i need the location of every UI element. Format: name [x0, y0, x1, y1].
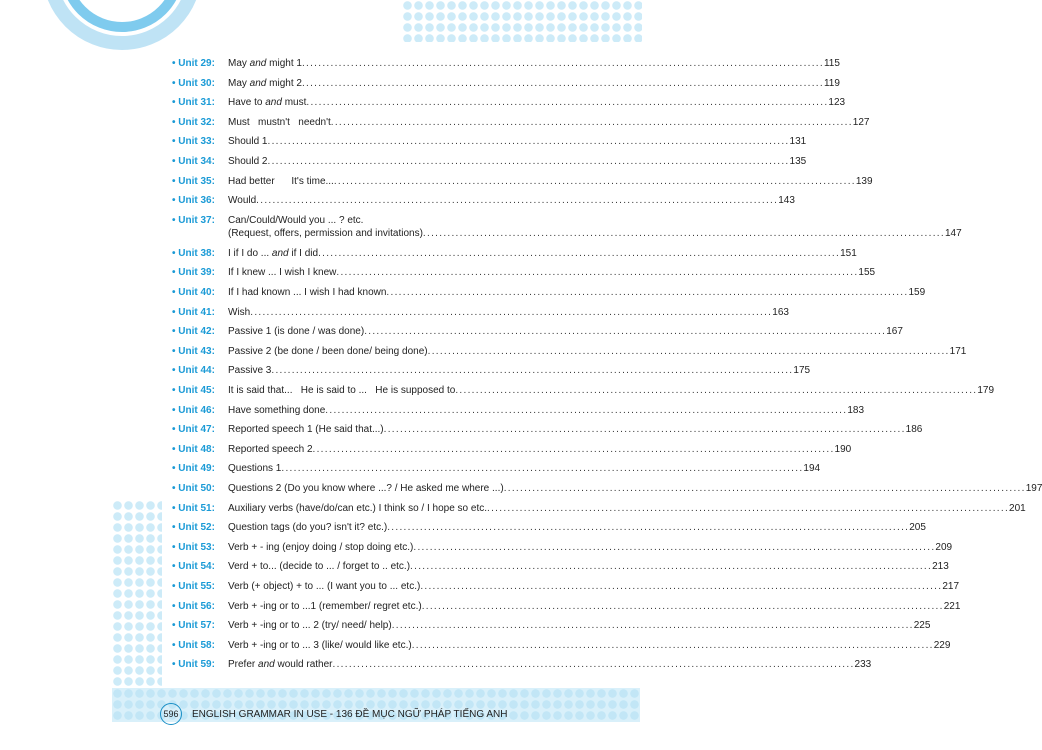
- page-reference: 131: [789, 136, 807, 148]
- page-reference: 233: [854, 659, 872, 671]
- title-segment: Should 1: [228, 136, 268, 148]
- toc-entry: [172, 560, 949, 573]
- page-reference: 194: [803, 463, 821, 475]
- page-reference: 205: [909, 522, 926, 534]
- title-segment: Questions 1: [228, 463, 282, 475]
- unit-label: • Unit 54:: [172, 560, 228, 573]
- title-segment: I if I do ...: [228, 247, 272, 259]
- dot-leader: [267, 135, 789, 148]
- page-reference: 151: [840, 247, 857, 259]
- dot-leader: [333, 658, 855, 671]
- toc-entry: [172, 521, 926, 534]
- dot-leader: [410, 560, 932, 573]
- unit-title: [228, 521, 387, 534]
- title-segment: and: [249, 58, 267, 69]
- dot-leader: [306, 96, 828, 109]
- title-segment: Must mustn't needn't: [228, 116, 331, 128]
- title-segment: and: [265, 97, 282, 109]
- toc-entry: [172, 135, 807, 148]
- unit-title: [228, 462, 281, 475]
- book-title: ENGLISH GRAMMAR IN USE - 136 ĐỀ MỤC NGỮ PHÁP TIẾNG ANH: [192, 708, 508, 720]
- toc-entry: [172, 384, 995, 397]
- title-segment: If I had known ... I wish I had known: [228, 287, 387, 298]
- toc-entry: [172, 502, 1026, 515]
- title-segment: Questions 2 (Do you know where ...? / He asked me where ...): [228, 483, 504, 494]
- toc-entry: [172, 194, 795, 207]
- title-segment: Have something done: [228, 404, 326, 416]
- book-page: [112, 0, 1042, 722]
- toc-entry: [172, 658, 872, 671]
- title-segment: Have to: [228, 97, 266, 109]
- unit-label: • Unit 40:: [172, 286, 228, 299]
- unit-label: • Unit 36:: [172, 194, 228, 207]
- page-reference: 201: [1009, 502, 1026, 514]
- title-segment: Passive 3: [228, 365, 272, 377]
- dot-leader: [318, 247, 840, 260]
- title-segment: May: [228, 58, 250, 69]
- unit-label: • Unit 47:: [172, 423, 228, 436]
- page-reference: 119: [823, 77, 840, 89]
- toc-entry: [172, 541, 953, 554]
- unit-title: [228, 345, 428, 358]
- unit-label: • Unit 59:: [172, 658, 228, 671]
- unit-title: [228, 443, 313, 456]
- page-reference: 209: [935, 541, 953, 553]
- decorative-dots-top: [402, 0, 642, 42]
- unit-title: [228, 580, 420, 593]
- dot-leader: [428, 345, 950, 358]
- unit-label: • Unit 52:: [172, 521, 228, 534]
- page-reference: 135: [789, 156, 807, 167]
- unit-label: • Unit 34:: [172, 155, 228, 168]
- dot-leader: [422, 600, 944, 613]
- title-segment: If I knew ... I wish I knew: [228, 267, 337, 279]
- title-segment: Verb (+ object) + to ... (I want you to ... etc.): [228, 581, 421, 592]
- unit-label: • Unit 44:: [172, 364, 228, 377]
- page-reference: 197: [1025, 483, 1042, 494]
- toc-entry: [172, 214, 962, 240]
- title-segment: Prefer: [228, 659, 259, 671]
- unit-title: [228, 600, 422, 613]
- page-reference: 171: [949, 345, 967, 357]
- toc-entry: [172, 247, 857, 260]
- page-reference: 147: [944, 227, 962, 239]
- title-segment: Reported speech 2: [228, 443, 313, 455]
- dot-leader: [412, 639, 934, 652]
- page-reference: 225: [913, 620, 931, 632]
- unit-label: • Unit 35:: [172, 175, 228, 188]
- unit-title: [228, 116, 331, 129]
- unit-title: [228, 482, 504, 495]
- unit-title: [228, 247, 318, 260]
- page-reference: 159: [908, 287, 926, 298]
- page-reference: 221: [943, 600, 961, 612]
- unit-label: • Unit 56:: [172, 600, 228, 613]
- title-segment: would rather: [274, 659, 333, 671]
- dot-leader: [336, 266, 858, 279]
- unit-title: [228, 96, 306, 109]
- title-segment: Passive 1 (is done / was done): [228, 326, 365, 338]
- unit-label: • Unit 29:: [172, 57, 228, 70]
- title-segment: Would: [228, 195, 257, 207]
- title-segment: might 1: [266, 58, 302, 69]
- decorative-dots-left: [112, 500, 162, 700]
- dot-leader: [423, 227, 945, 240]
- dot-leader: [271, 364, 793, 377]
- unit-label: • Unit 55:: [172, 580, 228, 593]
- unit-label: • Unit 49:: [172, 462, 228, 475]
- unit-label: • Unit 57:: [172, 619, 228, 632]
- unit-title: [228, 306, 250, 319]
- toc-entry: [172, 404, 865, 417]
- title-segment: Had better It's time...: [228, 175, 334, 187]
- toc-entry: [172, 580, 960, 593]
- title-segment: Verb + -ing or to ... 2 (try/ need/ help): [228, 620, 392, 632]
- dot-leader: [420, 580, 942, 593]
- page-number: 596: [160, 703, 182, 725]
- title-segment: Passive 2 (be done / been done/ being done): [228, 345, 428, 357]
- title-segment: It is said that... He is said to ... He is supposed to: [228, 385, 456, 396]
- dot-leader: [334, 175, 856, 188]
- unit-label: • Unit 53:: [172, 541, 228, 554]
- unit-title: [228, 560, 410, 573]
- toc-entry: [172, 116, 870, 129]
- dot-leader: [250, 306, 772, 319]
- toc-entry: [172, 423, 923, 436]
- unit-title: [228, 57, 302, 70]
- title-segment: May: [228, 77, 250, 89]
- unit-title: [228, 404, 325, 417]
- dot-leader: [331, 116, 853, 129]
- page-reference: 179: [977, 385, 995, 396]
- page-footer: [160, 703, 507, 725]
- unit-label: • Unit 43:: [172, 345, 228, 358]
- dot-leader: [455, 384, 977, 397]
- unit-label: • Unit 32:: [172, 116, 228, 129]
- page-reference: 183: [847, 404, 865, 416]
- unit-label: • Unit 50:: [172, 482, 228, 495]
- unit-label: • Unit 58:: [172, 639, 228, 652]
- unit-label: • Unit 46:: [172, 404, 228, 417]
- unit-label: • Unit 51:: [172, 502, 228, 515]
- unit-title: [228, 325, 364, 338]
- unit-label: • Unit 31:: [172, 96, 228, 109]
- page-reference: 213: [932, 561, 949, 573]
- unit-label: • Unit 33:: [172, 135, 228, 148]
- toc-entry: [172, 57, 840, 70]
- dot-leader: [504, 482, 1026, 495]
- page-reference: 175: [793, 365, 811, 377]
- page-reference: 217: [942, 581, 960, 592]
- unit-title: [228, 194, 256, 207]
- page-reference: 190: [834, 443, 852, 455]
- page-reference: 127: [852, 116, 870, 128]
- dot-leader: [386, 286, 908, 299]
- toc-entry: [172, 482, 1042, 495]
- dot-leader: [364, 325, 886, 338]
- unit-label: • Unit 48:: [172, 443, 228, 456]
- page-reference: 155: [858, 267, 876, 279]
- dot-leader: [313, 443, 835, 456]
- unit-label: • Unit 41:: [172, 306, 228, 319]
- toc-entry: [172, 96, 846, 109]
- toc-entry: [172, 175, 873, 188]
- unit-label: • Unit 37:: [172, 214, 228, 240]
- toc-entry: [172, 155, 807, 168]
- toc-entry: [172, 266, 876, 279]
- toc-entry: [172, 600, 961, 613]
- unit-title: [228, 423, 384, 436]
- title-segment: Question tags (do you? isn't it? etc.): [228, 522, 388, 534]
- unit-title: [228, 639, 412, 652]
- page-reference: 186: [905, 424, 923, 436]
- title-segment: Wish: [228, 306, 251, 318]
- unit-title: [228, 135, 267, 148]
- unit-title: [228, 502, 487, 515]
- toc-entry: [172, 325, 903, 338]
- title-segment: Verb + - ing (enjoy doing / stop doing etc.): [228, 541, 414, 553]
- unit-label: • Unit 42:: [172, 325, 228, 338]
- dot-leader: [256, 194, 778, 207]
- unit-label: • Unit 39:: [172, 266, 228, 279]
- toc-entry: [172, 443, 852, 456]
- page-reference: 167: [886, 326, 903, 338]
- dot-leader: [325, 404, 847, 417]
- toc-entry: [172, 77, 840, 90]
- unit-title: [228, 175, 334, 188]
- dot-leader: [281, 462, 803, 475]
- title-segment: might 2: [266, 77, 302, 89]
- dot-leader: [487, 502, 1009, 515]
- dot-leader: [413, 541, 935, 554]
- unit-label: • Unit 30:: [172, 77, 228, 90]
- toc-entry: [172, 619, 931, 632]
- unit-title: [228, 266, 336, 279]
- toc-entry: [172, 462, 821, 475]
- dot-leader: [302, 77, 824, 90]
- unit-title: [228, 658, 333, 671]
- toc-entry: [172, 345, 967, 358]
- unit-title: [228, 155, 267, 168]
- page-reference: 123: [828, 97, 846, 109]
- toc-entry: [172, 639, 951, 652]
- title-segment: (Request, offers, permission and invitations): [228, 227, 423, 239]
- unit-title: [228, 227, 423, 240]
- title-segment: and: [258, 659, 275, 671]
- dot-leader: [302, 57, 824, 70]
- title-segment: Should 2: [228, 156, 268, 167]
- page-reference: 229: [933, 639, 951, 651]
- title-segment: must: [281, 97, 307, 109]
- title-segment: if I did: [288, 247, 319, 259]
- dot-leader: [267, 155, 789, 168]
- title-segment: Verb + -ing or to ... 3 (like/ would like etc.): [228, 639, 412, 651]
- unit-title: [228, 77, 302, 90]
- unit-title: [228, 541, 413, 554]
- dot-leader: [387, 521, 909, 534]
- unit-label: • Unit 38:: [172, 247, 228, 260]
- unit-title: [228, 384, 455, 397]
- page-reference: 163: [772, 306, 789, 318]
- toc-entry: [172, 286, 926, 299]
- dot-leader: [392, 619, 914, 632]
- dot-leader: [384, 423, 906, 436]
- toc-entry: [172, 364, 811, 377]
- page-reference: 139: [855, 175, 873, 187]
- unit-title: [228, 286, 386, 299]
- title-segment: Verb + -ing or to ...1 (remember/ regret etc.): [228, 600, 422, 612]
- unit-label: • Unit 45:: [172, 384, 228, 397]
- title-segment: Reported speech 1 (He said that...): [228, 424, 384, 436]
- toc-entry: [172, 306, 789, 319]
- title-segment: and: [249, 77, 267, 89]
- page-reference: 143: [778, 195, 795, 207]
- unit-title: [228, 619, 392, 632]
- title-segment: Verd + to... (decide to ... / forget to .. etc.): [228, 561, 411, 573]
- unit-title: [228, 364, 271, 377]
- page-reference: 115: [823, 58, 840, 69]
- title-segment: and: [271, 247, 289, 259]
- unit-title-first-line: Can/Could/Would you ... ? etc.: [228, 214, 364, 226]
- title-segment: Auxiliary verbs (have/do/can etc.) I think so / I hope so etc.: [228, 502, 488, 514]
